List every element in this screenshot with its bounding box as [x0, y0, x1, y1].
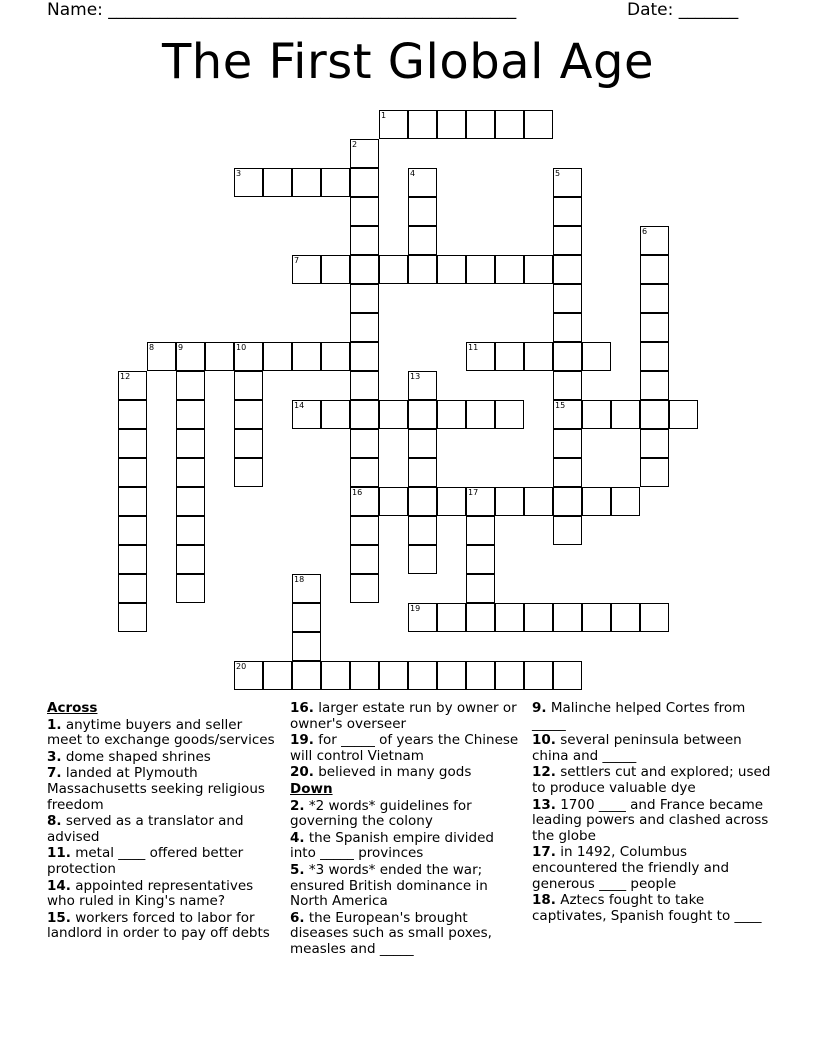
grid-cell[interactable] — [553, 226, 582, 255]
grid-cell[interactable] — [118, 545, 147, 574]
grid-cell[interactable] — [292, 255, 321, 284]
grid-cell[interactable] — [408, 371, 437, 400]
page-title: The First Global Age — [161, 34, 654, 90]
grid-cell[interactable] — [553, 487, 582, 516]
clues-column-1 — [47, 701, 279, 943]
clue-number: 5 — [555, 169, 561, 178]
date-field-label: Date: _______ — [627, 0, 739, 20]
clue-down-5: 5. *3 words* ended the war; ensured British dominance in North America — [290, 861, 488, 910]
grid-cell[interactable] — [553, 603, 582, 632]
grid-cell[interactable] — [640, 429, 669, 458]
grid-cell[interactable] — [350, 516, 379, 545]
grid-cell[interactable] — [466, 342, 495, 371]
clue-down-12: 12. settlers cut and explored; used to produce valuable dye — [532, 764, 771, 796]
clues-column-3 — [532, 701, 772, 925]
grid-cell[interactable] — [524, 661, 553, 690]
clue-across-20: 20. believed in many gods — [290, 764, 472, 781]
grid-cell[interactable] — [408, 168, 437, 197]
grid-cell[interactable] — [118, 487, 147, 516]
clue-number: 9 — [178, 343, 184, 352]
grid-cell[interactable] — [350, 226, 379, 255]
grid-cell[interactable] — [437, 487, 466, 516]
grid-cell[interactable] — [350, 400, 379, 429]
clue-number: 17 — [468, 488, 479, 497]
grid-cell[interactable] — [321, 400, 350, 429]
grid-cell[interactable] — [350, 255, 379, 284]
clue-down-6: 6. the European's brought diseases such as small poxes, measles and _____ — [290, 909, 492, 957]
grid-cell[interactable] — [234, 458, 263, 487]
clue-number: 13 — [410, 372, 421, 381]
grid-cell[interactable] — [408, 110, 437, 139]
clue-number: 6 — [642, 227, 648, 236]
across-heading: Across — [47, 700, 98, 716]
grid-cell[interactable] — [118, 458, 147, 487]
grid-cell[interactable] — [176, 574, 205, 603]
clue-number: 15 — [555, 401, 566, 410]
grid-cell[interactable] — [350, 429, 379, 458]
grid-cell[interactable] — [582, 342, 611, 371]
grid-cell[interactable] — [611, 603, 640, 632]
grid-cell[interactable] — [321, 342, 350, 371]
grid-cell[interactable] — [553, 255, 582, 284]
grid-cell[interactable] — [118, 516, 147, 545]
grid-cell[interactable] — [611, 400, 640, 429]
grid-cell[interactable] — [466, 487, 495, 516]
grid-cell[interactable] — [495, 400, 524, 429]
grid-cell[interactable] — [234, 400, 263, 429]
grid-cell[interactable] — [292, 400, 321, 429]
grid-cell[interactable] — [350, 139, 379, 168]
clue-down-17: 17. in 1492, Columbus encountered the friendly and generous ____ people — [532, 844, 730, 892]
clue-number: 16 — [352, 488, 363, 497]
grid-cell[interactable] — [408, 255, 437, 284]
grid-cell[interactable] — [553, 313, 582, 342]
grid-cell[interactable] — [321, 255, 350, 284]
clue-across-3: 3. dome shaped shrines — [47, 748, 211, 765]
grid-cell[interactable] — [176, 342, 205, 371]
grid-cell[interactable] — [524, 603, 553, 632]
clue-across-16: 16. larger estate run by owner or owner's overseer — [290, 700, 517, 732]
grid-cell[interactable] — [350, 487, 379, 516]
down-heading: Down — [290, 780, 333, 797]
clue-number: 7 — [294, 256, 300, 265]
clue-number: 2 — [352, 140, 358, 149]
clue-down-4: 4. the Spanish empire divided into _____ provinces — [290, 829, 495, 862]
clue-across-15: 15. workers forced to labor for landlord in order to pay off debts — [47, 909, 270, 942]
grid-cell[interactable] — [495, 603, 524, 632]
clue-down-18: 18. Aztecs fought to take captivates, Spanish fought to ____ — [532, 892, 762, 924]
grid-cell[interactable] — [234, 661, 263, 690]
grid-cell[interactable] — [408, 661, 437, 690]
grid-cell[interactable] — [437, 255, 466, 284]
grid-cell[interactable] — [640, 313, 669, 342]
clue-down-9: 9. Malinche helped Cortes from _____ — [532, 700, 746, 732]
grid-cell[interactable] — [553, 342, 582, 371]
grid-cell[interactable] — [263, 342, 292, 371]
grid-cell[interactable] — [466, 255, 495, 284]
grid-cell[interactable] — [176, 458, 205, 487]
clue-number: 10 — [236, 343, 247, 352]
grid-cell[interactable] — [495, 487, 524, 516]
grid-cell[interactable] — [118, 371, 147, 400]
grid-cell[interactable] — [263, 168, 292, 197]
grid-cell[interactable] — [350, 342, 379, 371]
grid-cell[interactable] — [553, 371, 582, 400]
clue-number: 1 — [381, 111, 387, 120]
clue-number: 18 — [294, 575, 305, 584]
grid-cell[interactable] — [292, 574, 321, 603]
clue-across-8: 8. served as a translator and advised — [47, 813, 244, 845]
grid-cell[interactable] — [234, 429, 263, 458]
grid-cell[interactable] — [408, 545, 437, 574]
grid-cell[interactable] — [350, 168, 379, 197]
name-field-label: Name: ________________________________________________ — [47, 0, 517, 20]
grid-cell[interactable] — [379, 661, 408, 690]
clue-number: 8 — [149, 343, 155, 352]
grid-cell[interactable] — [582, 400, 611, 429]
grid-cell[interactable] — [118, 400, 147, 429]
grid-cell[interactable] — [437, 603, 466, 632]
grid-cell[interactable] — [495, 255, 524, 284]
grid-cell[interactable] — [176, 487, 205, 516]
grid-cell[interactable] — [466, 545, 495, 574]
grid-cell[interactable] — [292, 168, 321, 197]
grid-cell[interactable] — [640, 226, 669, 255]
grid-cell[interactable] — [553, 284, 582, 313]
grid-cell[interactable] — [321, 661, 350, 690]
grid-cell[interactable] — [118, 574, 147, 603]
clue-number: 3 — [236, 169, 242, 178]
grid-cell[interactable] — [640, 255, 669, 284]
grid-cell[interactable] — [408, 197, 437, 226]
grid-cell[interactable] — [437, 400, 466, 429]
grid-cell[interactable] — [640, 284, 669, 313]
clue-across-7: 7. landed at Plymouth Massachusetts seeking religious freedom — [47, 765, 265, 813]
clue-down-13: 13. 1700 ____ and France became leading powers and clashed across the globe — [532, 796, 769, 844]
grid-cell[interactable] — [176, 429, 205, 458]
grid-cell[interactable] — [466, 110, 495, 139]
grid-cell[interactable] — [524, 487, 553, 516]
grid-cell[interactable] — [495, 342, 524, 371]
grid-cell[interactable] — [379, 255, 408, 284]
grid-cell[interactable] — [176, 516, 205, 545]
clue-number: 12 — [120, 372, 131, 381]
grid-cell[interactable] — [408, 226, 437, 255]
grid-cell[interactable] — [640, 400, 669, 429]
grid-cell[interactable] — [379, 487, 408, 516]
clue-across-1: 1. anytime buyers and seller meet to exchange goods/services — [47, 716, 275, 749]
clue-across-19: 19. for _____ of years the Chinese will control Vietnam — [290, 732, 519, 764]
grid-cell[interactable] — [553, 516, 582, 545]
grid-cell[interactable] — [466, 574, 495, 603]
grid-cell[interactable] — [640, 371, 669, 400]
grid-cell[interactable] — [176, 400, 205, 429]
clue-number: 19 — [410, 604, 421, 613]
clue-number: 14 — [294, 401, 305, 410]
clue-number: 11 — [468, 343, 479, 352]
grid-cell[interactable] — [408, 487, 437, 516]
grid-cell[interactable] — [408, 458, 437, 487]
grid-cell[interactable] — [466, 661, 495, 690]
grid-cell[interactable] — [234, 371, 263, 400]
grid-cell[interactable] — [292, 603, 321, 632]
grid-cell[interactable] — [234, 168, 263, 197]
grid-cell[interactable] — [582, 487, 611, 516]
grid-cell[interactable] — [524, 342, 553, 371]
grid-cell[interactable] — [205, 342, 234, 371]
grid-cell[interactable] — [234, 342, 263, 371]
grid-cell[interactable] — [553, 168, 582, 197]
clue-number: 4 — [410, 169, 416, 178]
grid-cell[interactable] — [553, 197, 582, 226]
grid-cell[interactable] — [379, 400, 408, 429]
grid-cell[interactable] — [408, 400, 437, 429]
grid-cell[interactable] — [147, 342, 176, 371]
grid-cell[interactable] — [437, 110, 466, 139]
grid-cell[interactable] — [350, 661, 379, 690]
grid-cell[interactable] — [350, 545, 379, 574]
grid-cell[interactable] — [118, 603, 147, 632]
clue-across-14: 14. appointed representatives who ruled in King's name? — [47, 877, 254, 910]
grid-cell[interactable] — [176, 545, 205, 574]
grid-cell[interactable] — [640, 603, 669, 632]
grid-cell[interactable] — [582, 603, 611, 632]
grid-cell[interactable] — [350, 313, 379, 342]
grid-cell[interactable] — [379, 110, 408, 139]
grid-cell[interactable] — [669, 400, 698, 429]
clue-across-11: 11. metal ____ offered better protection — [47, 845, 244, 877]
grid-cell[interactable] — [466, 400, 495, 429]
grid-cell[interactable] — [350, 458, 379, 487]
grid-cell[interactable] — [118, 429, 147, 458]
clue-down-2: 2. *2 words* guidelines for governing the colony — [290, 797, 472, 830]
grid-cell[interactable] — [553, 458, 582, 487]
grid-cell[interactable] — [263, 661, 292, 690]
grid-cell[interactable] — [437, 661, 466, 690]
grid-cell[interactable] — [466, 603, 495, 632]
grid-cell[interactable] — [350, 371, 379, 400]
grid-cell[interactable] — [292, 661, 321, 690]
grid-cell[interactable] — [408, 429, 437, 458]
grid-cell[interactable] — [350, 197, 379, 226]
grid-cell[interactable] — [176, 371, 205, 400]
grid-cell[interactable] — [408, 603, 437, 632]
grid-cell[interactable] — [292, 632, 321, 661]
grid-cell[interactable] — [408, 516, 437, 545]
grid-cell[interactable] — [321, 168, 350, 197]
grid-cell[interactable] — [292, 342, 321, 371]
grid-cell[interactable] — [466, 516, 495, 545]
clue-down-10: 10. several peninsula between china and _____ — [532, 732, 742, 764]
grid-cell[interactable] — [495, 110, 524, 139]
grid-cell[interactable] — [640, 342, 669, 371]
grid-cell[interactable] — [350, 574, 379, 603]
grid-cell[interactable] — [350, 284, 379, 313]
clues-column-2 — [290, 701, 522, 959]
grid-cell[interactable] — [640, 458, 669, 487]
grid-cell[interactable] — [524, 110, 553, 139]
clue-number: 20 — [236, 662, 247, 671]
grid-cell[interactable] — [553, 400, 582, 429]
grid-cell[interactable] — [611, 487, 640, 516]
grid-cell[interactable] — [553, 661, 582, 690]
grid-cell[interactable] — [524, 255, 553, 284]
grid-cell[interactable] — [495, 661, 524, 690]
grid-cell[interactable] — [553, 429, 582, 458]
